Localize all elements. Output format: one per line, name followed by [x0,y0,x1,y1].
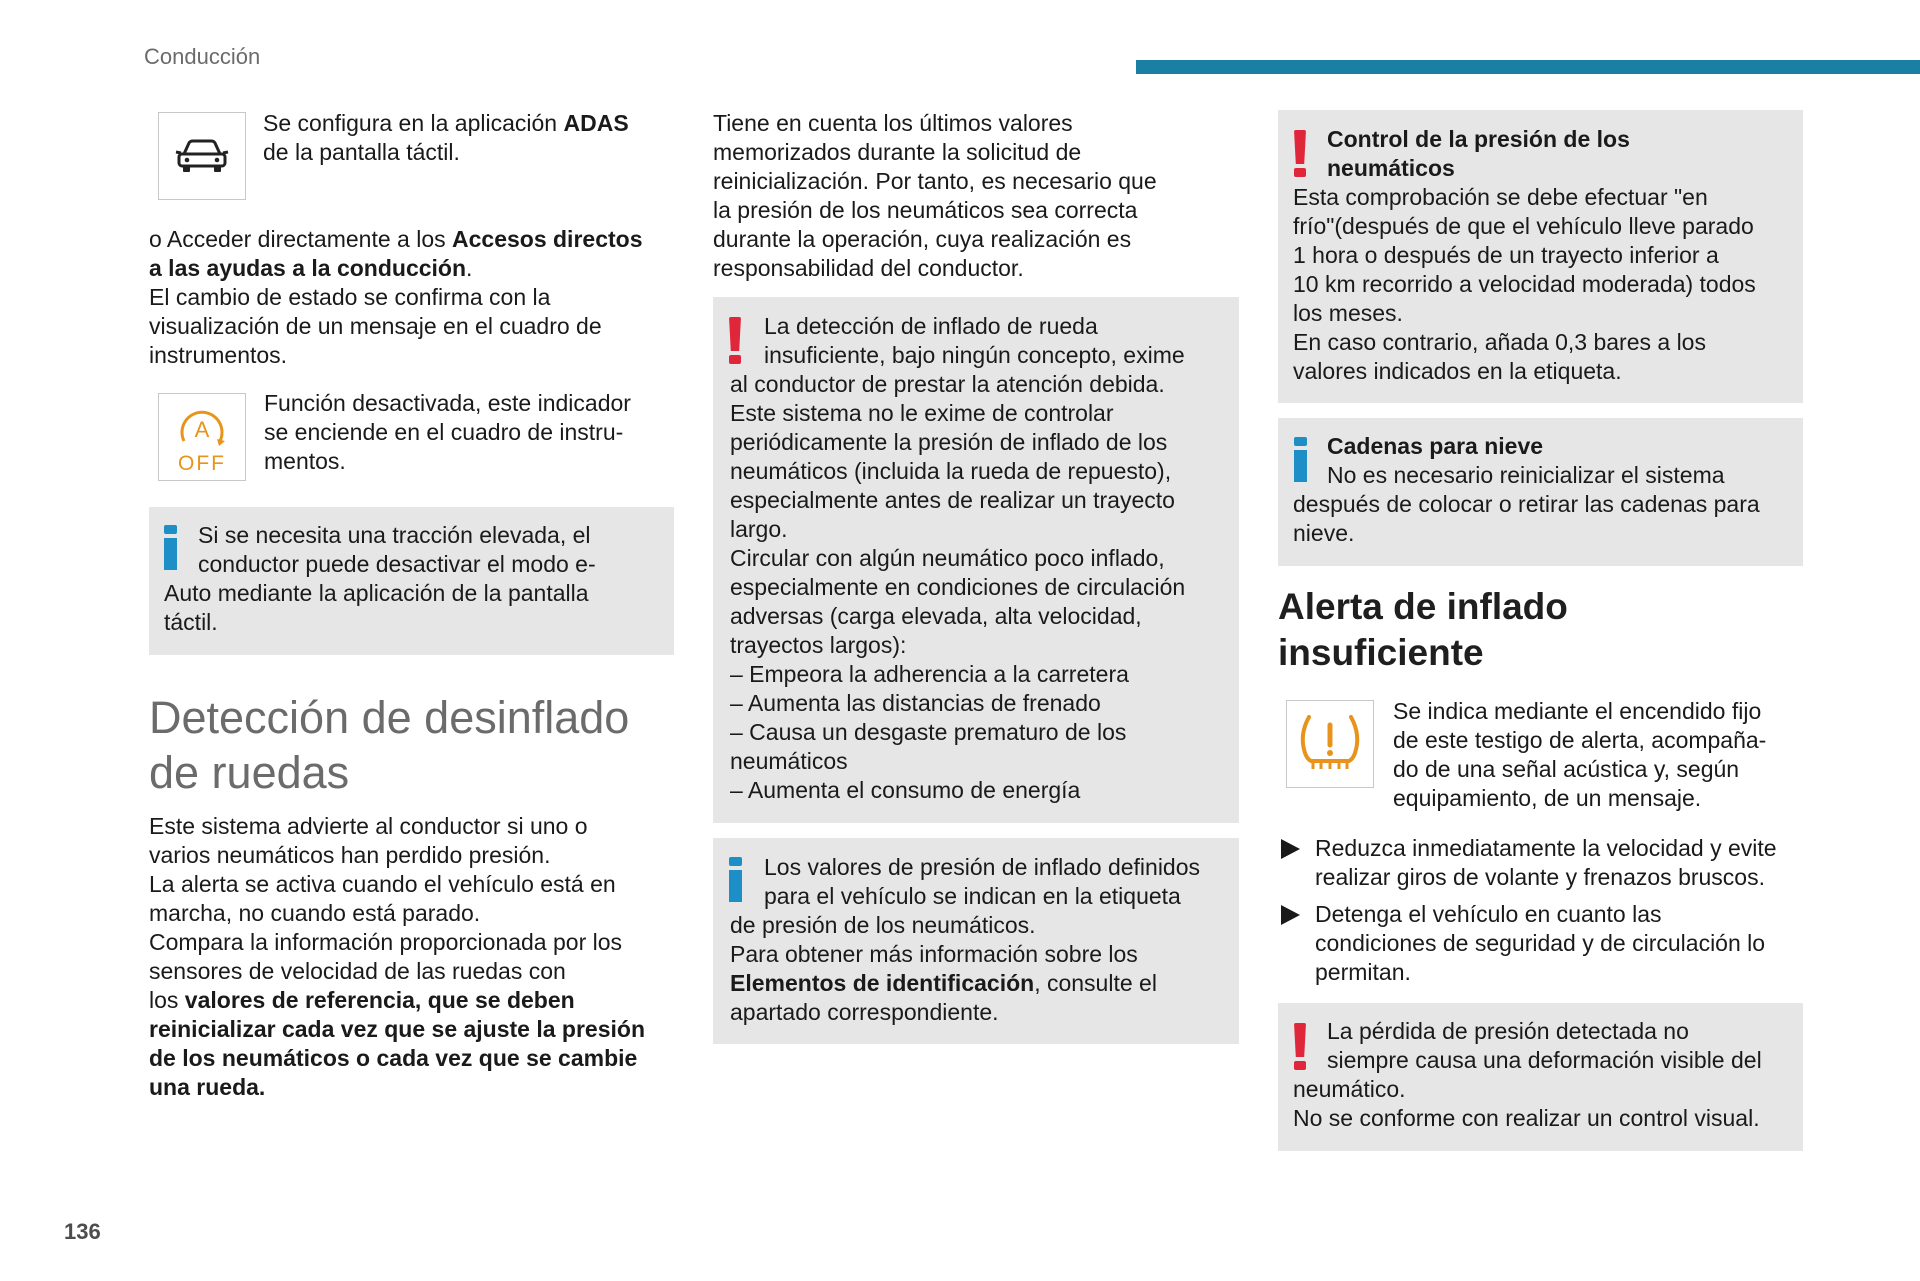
snow-chains-title: Cadenas para nieve [1327,433,1544,459]
bullet-list [1281,834,1811,987]
function-off-text: Función desactivada, este indicador se enciende en el cuadro de instru- mentos. [264,390,631,474]
tpms-warning-icon-box [1286,700,1374,788]
pressure-loss-warning-panel: La pérdida de presión detectada no siempre causa una deformación visible del neumático. No se conforme con realizar un control visual. [1278,1003,1803,1151]
tire-pressure-warning-icon [1293,709,1367,779]
arrow-bullet-icon [1281,905,1300,925]
traction-info-panel: Si se necesita una tracción elevada, el conductor puede desactivar el modo e- Auto mediante la aplicación de la pantalla táctil. [149,507,674,655]
eauto-off-icon-box [158,393,246,481]
pressure-values-info-panel: Los valores de presión de inflado definidos para el vehículo se indican en la etiqueta de presión de los neumáticos. Para obtener más información sobre los Elementos de identificación, consulte el apartado correspondiente. [713,838,1239,1044]
underinflation-warning-panel: La detección de inflado de rueda insuficiente, bajo ningún concepto, exime al conductor de prestar la atención debida. Este sistema no le exime de controlar periódicamente la presión de inflado de los neumáticos (incluida la rueda de repuesto), especialmente antes de realizar un trayecto largo. Circular con algún neumático poco inflado, especialmente en condiciones de circulación adversas (carga elevada, alta velocidad, trayectos largos): – Empeora la adherencia a la carretera – Aumenta las distancias de frenado – Causa un desgaste prematuro de los neumáticos – Aumenta el consumo de energía [713,297,1239,823]
car-icon [174,136,230,176]
eauto-off-icon-letter: A [194,417,210,442]
direct-access-paragraph: o Acceder directamente a los Accesos directos a las ayudas a la conducción. El cambio de estado se confirma con la visualización de un mensaje en el cuadro de instrumentos. [149,226,643,368]
running-header: Conducción [144,44,261,69]
adas-config-text: Se configura en la aplicación ADAS de la pantalla táctil. [263,110,629,165]
pressure-check-panel: Control de la presión de los neumáticos Esta comprobación se debe efectuar "en frío"(después de que el vehículo lleve parado 1 hora o después de un trayecto inferior a 10 km recorrido a velocidad moderada) todos los meses. En caso contrario, añada 0,3 bares a los valores indicados en la etiqueta. [1278,110,1803,403]
pressure-check-title: Control de la presión de los [1327,126,1630,152]
list-item: Reduzca inmediatamente la velocidad y evite realizar giros de volante y frenazos bruscos. [1281,834,1811,892]
snow-chains-info-panel: Cadenas para nieve No es necesario reinicializar el sistema después de colocar o retirar las cadenas para nieve. [1278,418,1803,566]
alert-indicator-text: Se indica mediante el encendido fijo de este testigo de alerta, acompaña- do de una señal acústica y, según equipamiento, de un mensaje. [1393,698,1767,811]
car-settings-icon-box [158,112,246,200]
page-number: 136 [64,1219,101,1244]
list-item: Detenga el vehículo en cuanto las condiciones de seguridad y de circulación lo permitan. [1281,900,1811,987]
section-heading-alert: Alerta de inflado insuficiente [1278,586,1568,673]
section-heading-deflation: Detección de desinflado de ruedas [149,692,630,798]
header-accent-bar [1136,60,1920,74]
deflation-body-text: Este sistema advierte al conductor si uno o varios neumáticos han perdido presión. La alerta se activa cuando el vehículo está en marcha, no cuando está parado. Compara la información proporcionada por los sensores de velocidad de las ruedas con los valores de referencia, que se deben reinicializar cada vez que se ajuste la presión de los neumáticos o cada vez que se cambie una rueda. [149,813,646,1100]
arrow-bullet-icon [1281,839,1300,859]
eauto-off-icon [167,399,237,475]
reinit-intro-text: Tiene en cuenta los últimos valores memorizados durante la solicitud de reinicialización. Por tanto, es necesario que la presión de los neumáticos sea correcta durante la operación, cuya realización es responsabilidad del conductor. [713,110,1157,281]
eauto-off-icon-label: OFF [178,452,226,475]
